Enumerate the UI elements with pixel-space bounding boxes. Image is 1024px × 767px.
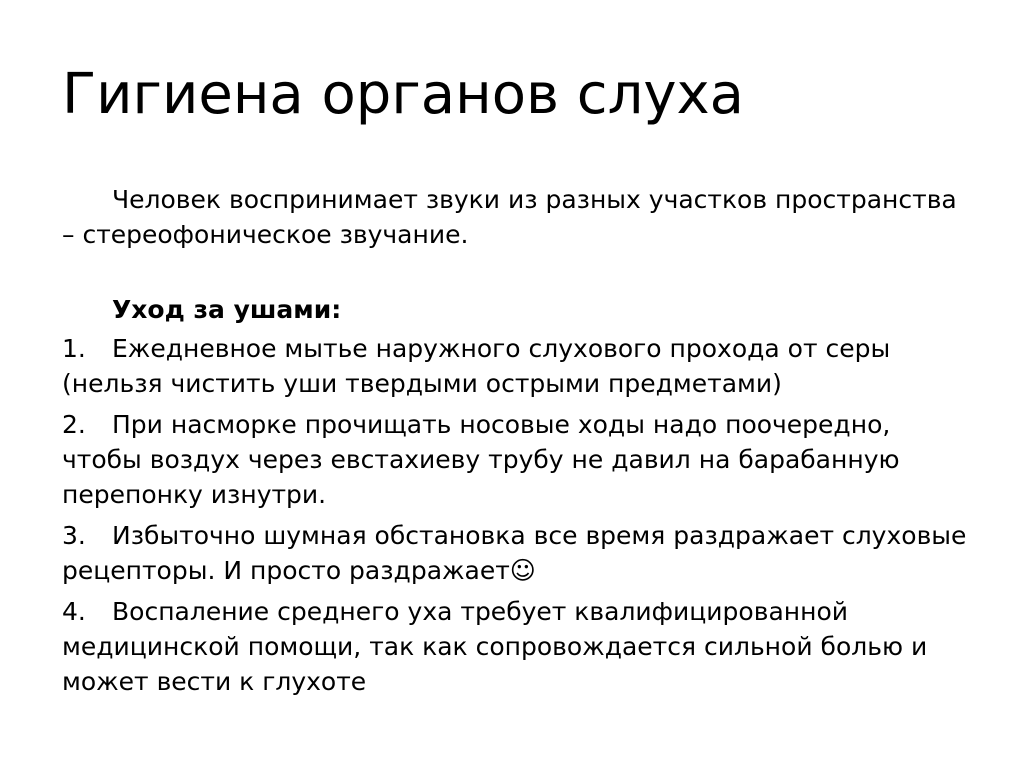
list-item-text: При насморке прочищать носовые ходы надо поочередно, чтобы воздух через евстахиеву трубу не давил на барабанную перепонку изнутри. bbox=[62, 410, 900, 509]
ear-care-heading: Уход за ушами: bbox=[112, 295, 342, 324]
list-item-number: 1. bbox=[62, 334, 86, 363]
list-item-text: Ежедневное мытье наружного слухового прохода от серы (нельзя чистить уши твердыми острыми предметами) bbox=[62, 334, 891, 398]
list-item bbox=[62, 331, 972, 401]
list-item bbox=[62, 518, 972, 588]
list-item-number: 4. bbox=[62, 597, 86, 626]
list-item bbox=[62, 407, 972, 512]
list-item-text: Воспаление среднего уха требует квалифицированной медицинской помощи, так как сопровождается сильной болью и может вести к глухоте bbox=[62, 597, 928, 696]
slide-body bbox=[62, 182, 972, 705]
list-item bbox=[62, 594, 972, 699]
list-item-number: 2. bbox=[62, 410, 86, 439]
ear-care-list bbox=[62, 331, 972, 699]
list-item-text: Избыточно шумная обстановка все время раздражает слуховые рецепторы. И просто раздражает☺ bbox=[62, 521, 967, 585]
list-item-number: 3. bbox=[62, 521, 86, 550]
slide-title: Гигиена органов слуха bbox=[62, 62, 744, 127]
intro-paragraph: Человек воспринимает звуки из разных участков пространства – стереофоническое звучание. bbox=[62, 185, 957, 249]
